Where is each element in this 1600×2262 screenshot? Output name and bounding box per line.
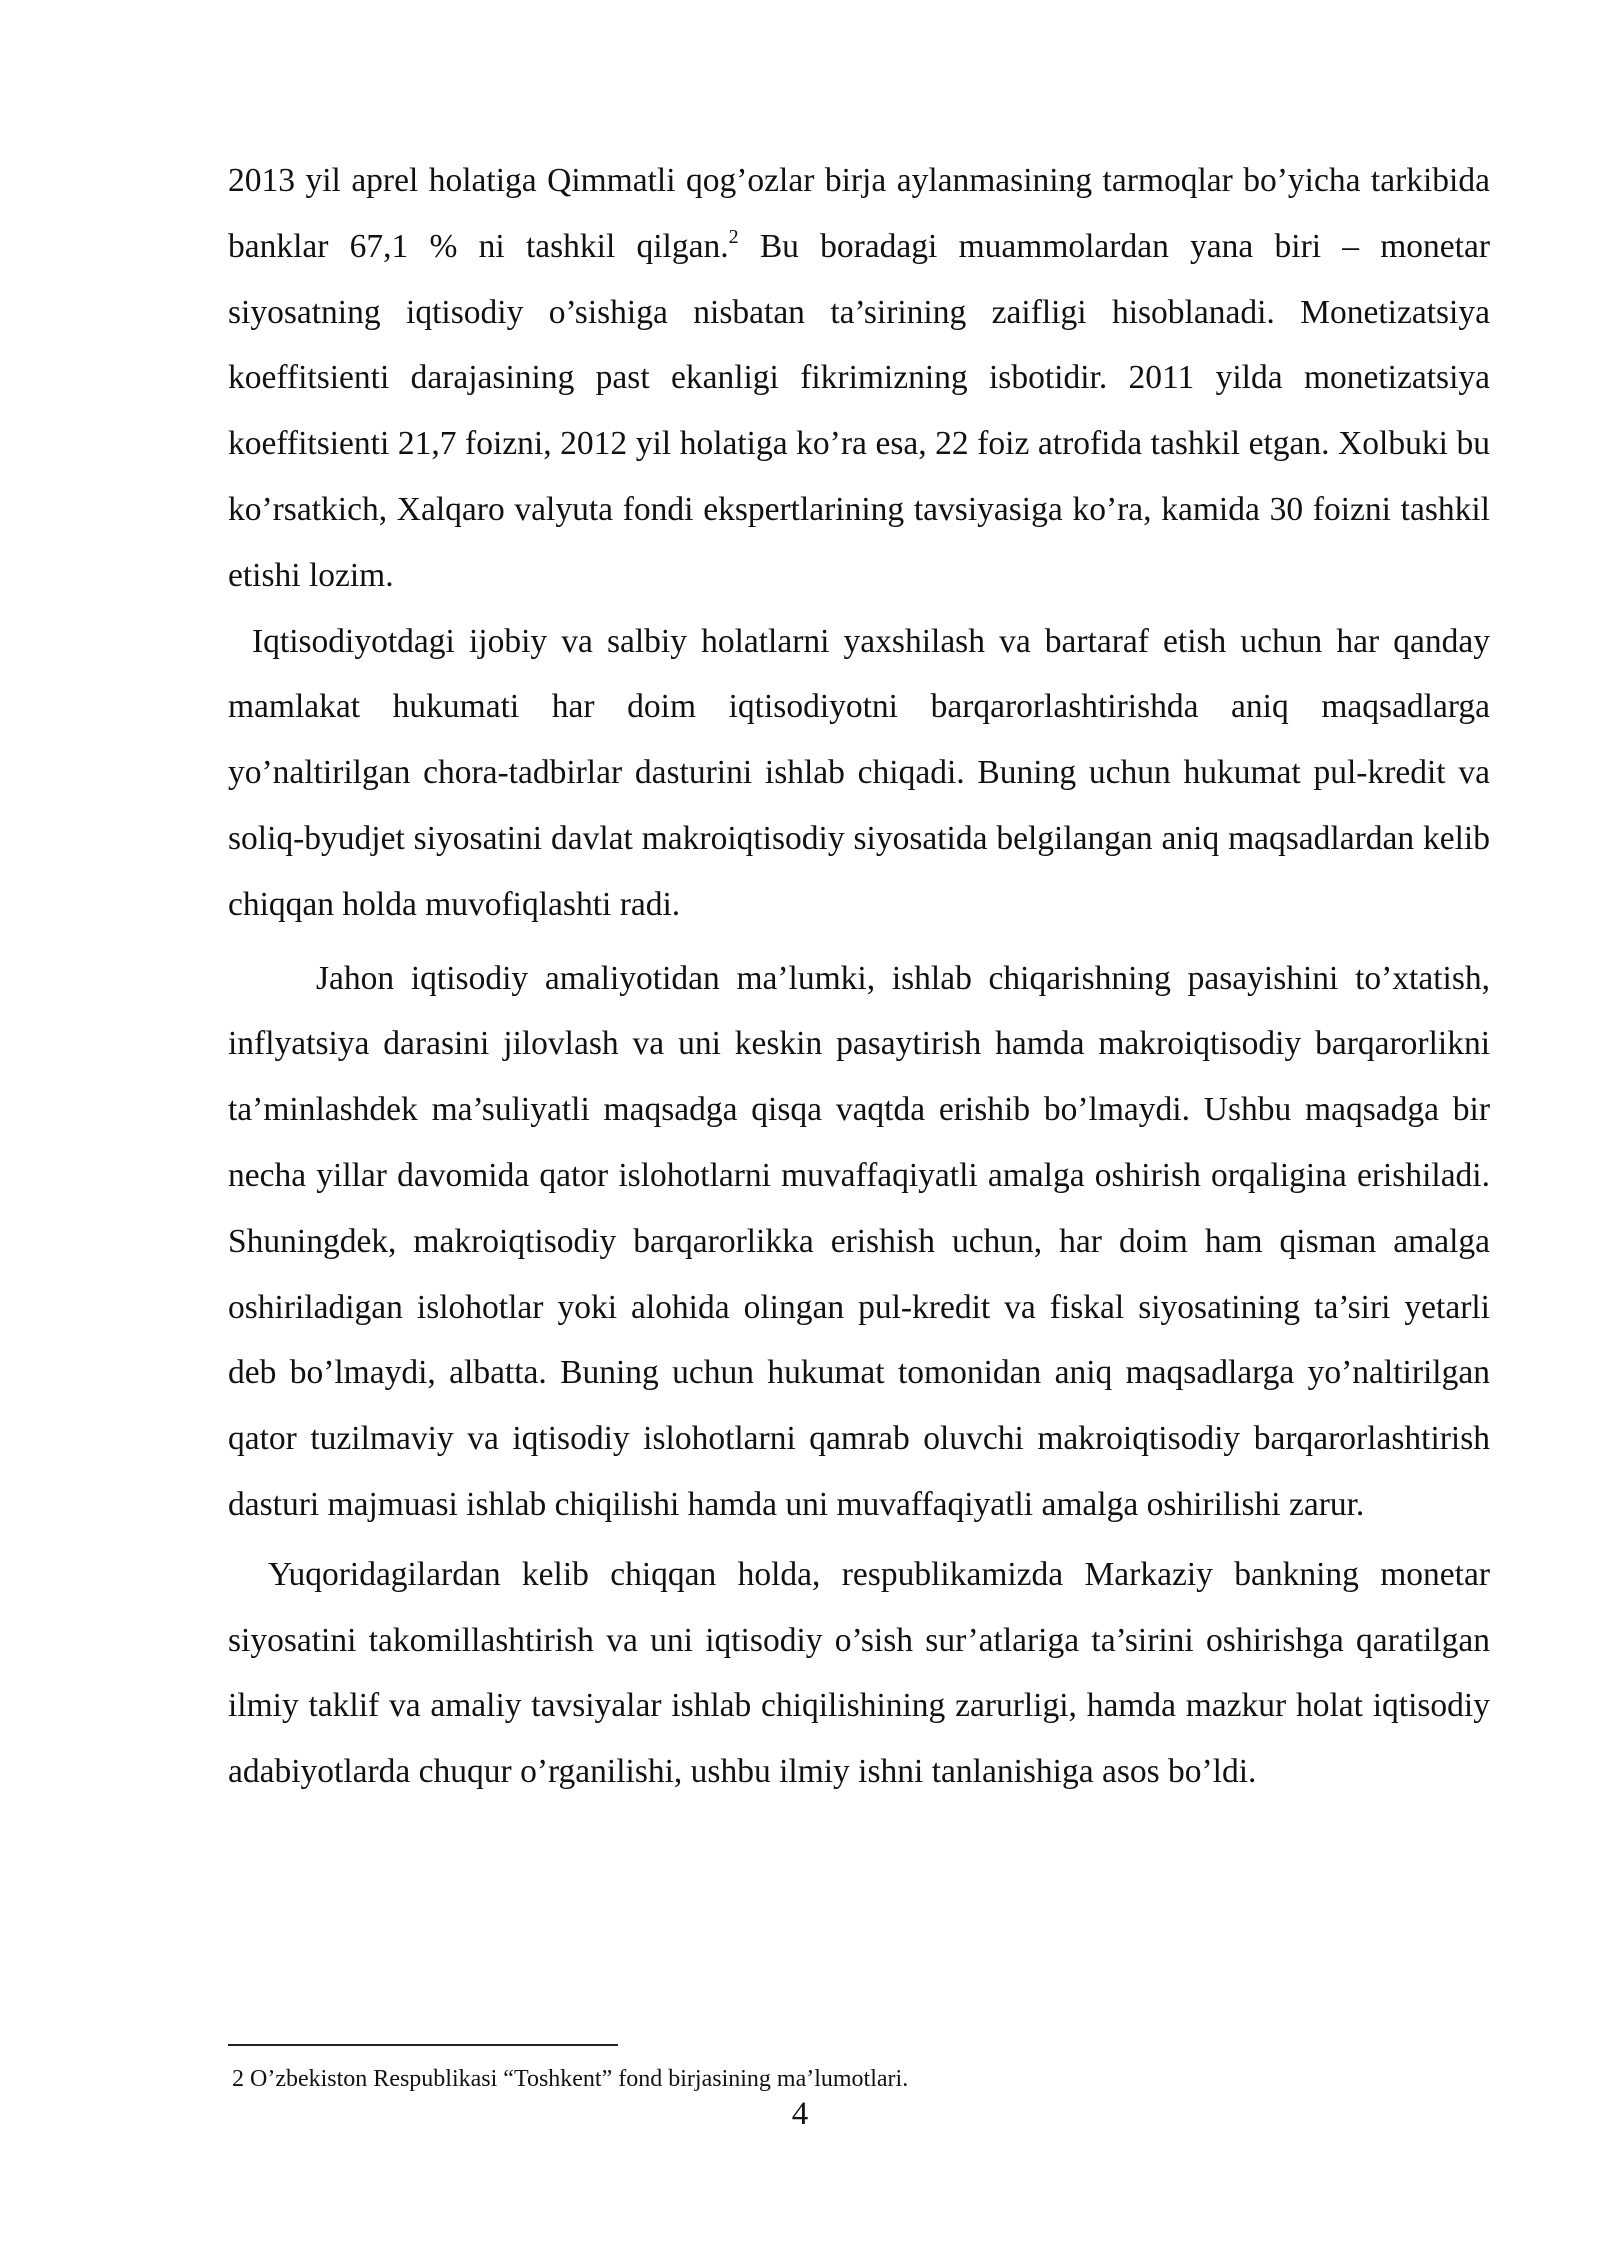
footnote-separator bbox=[228, 2044, 618, 2046]
footnote-reference[interactable]: 2 bbox=[728, 225, 739, 248]
paragraph-2: Iqtisodiyotdagi ijobiy va salbiy holatlarni yaxshilash va bartaraf etish uchun har qanday mamlakat hukumati har doim iqtisodiyotni barqarorlashtirishda aniq maqsadlarga yo’naltirilgan chora-tadbirlar dasturini ishlab chiqadi. Buning uchun hukumat pul-kredit va soliq-byudjet siyosatini davlat makroiqtisodiy siyosatida belgilangan aniq maqsadlardan kelib chiqqan holda muvofiqlashti radi. bbox=[228, 622, 1490, 923]
paragraph-4: Yuqoridagilardan kelib chiqqan holda, respublikamizda Markaziy bankning monetar siyosatini takomillashtirish va uni iqtisodiy o’sish sur’atlariga ta’sirini oshirishga qaratilgan ilmiy taklif va amaliy tavsiyalar ishlab chiqilishining zarurligi, hamda mazkur holat iqtisodiy adabiyotlarda chuqur o’rganilishi, ushbu ilmiy ishni tanlanishiga asos bo’ldi. bbox=[228, 1555, 1490, 1791]
body-text bbox=[228, 148, 1490, 1805]
paragraph-3: Jahon iqtisodiy amaliyotidan ma’lumki, ishlab chiqarishning pasayishini to’xtatish, inflyatsiya darasini jilovlash va uni keskin pasaytirish hamda makroiqtisodiy barqarorlikni ta’minlashdek ma’suliyatli maqsadga qisqa vaqtda erishib bo’lmaydi. Ushbu maqsadga bir necha yillar davomida qator islohotlarni muvaffaqiyatli amalga oshirish orqaligina erishiladi. Shuningdek, makroiqtisodiy barqarorlikka erishish uchun, har doim ham qisman amalga oshiriladigan islohotlar yoki alohida olingan pul-kredit va fiskal siyosatining ta’siri yetarli deb bo’lmaydi, albatta. Buning uchun hukumat tomonidan aniq maqsadlarga yo’naltirilgan qator tuzilmaviy va iqtisodiy islohotlarni qamrab oluvchi makroiqtisodiy barqarorlashtirish dasturi majmuasi ishlab chiqilishi hamda uni muvaffaqiyatli amalga oshirilishi zarur. bbox=[228, 959, 1490, 1523]
paragraph-1-text-start: 2013 yil aprel holatiga Qimmatli qog’ozlar birja aylanmasining tarmoqlar bo’yicha tarkibida banklar 67,1 % ni tashkil qilgan. bbox=[228, 162, 1490, 265]
paragraph-1-text-end: Bu boradagi muammolardan yana biri – monetar siyosatning iqtisodiy o’sishiga nisbatan ta’sirining zaifligi hisoblanadi. Monetizatsiya koeffitsienti darajasining past ekanligi fikrimizning isbotidir. 2011 yilda monetizatsiya koeffitsienti 21,7 foizni, 2012 yil holatiga ko’ra esa, 22 foiz atrofida tashkil etgan. Xolbuki bu ko’rsatkich, Xalqaro valyuta fondi ekspertlarining tavsiyasiga ko’ra, kamida 30 foizni tashkil etishi lozim. bbox=[228, 227, 1490, 594]
page-number: 4 bbox=[791, 2096, 809, 2132]
footnote-text: 2 O’zbekiston Respublikasi “Toshkent” fond birjasining ma’lumotlari. bbox=[232, 2066, 909, 2092]
paragraph-1 bbox=[228, 148, 1490, 609]
